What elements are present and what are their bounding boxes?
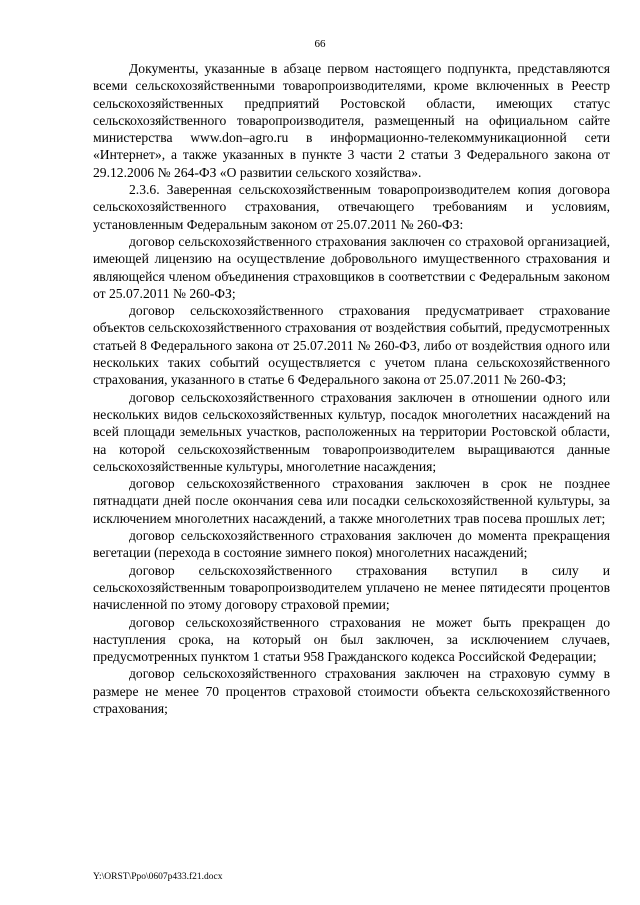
paragraph: договор сельскохозяйственного страхования заключен до момента прекращения вегетации (перехода в состояние зимнего покоя) многолетних насаждений;: [93, 528, 610, 561]
paragraph: договор сельскохозяйственного страхования заключен на страховую сумму в размере не менее 70 процентов страховой стоимости объекта сельскохозяйственного страхования;: [93, 666, 610, 716]
page-number: 66: [314, 38, 326, 50]
paragraph: договор сельскохозяйственного страхования заключен в срок не позднее пятнадцати дней после окончания сева или посадки сельскохозяйственной культуры, за исключением многолетних насаждений, а также многолетних трав посева прошлых лет;: [93, 476, 610, 526]
document-body: [93, 60, 610, 717]
paragraph: Документы, указанные в абзаце первом настоящего подпункта, представляются всеми сельскохозяйственными товаропроизводителями, кроме включенных в Реестр сельскохозяйственных предприятий Ростовской области, имеющих статус сельскохозяйственного товаропроизводителя, размещенный на официальном сайте министерства www.don–agro.ru в информационно-телекоммуникационной сети «Интернет», а также указанных в пункте 3 части 2 статьи 3 Федерального закона от 29.12.2006 № 264-ФЗ «О развитии сельского хозяйства».: [93, 61, 610, 180]
paragraph: договор сельскохозяйственного страхования предусматривает страхование объектов сельскохозяйственного страхования от воздействия событий, предусмотренных статьей 8 Федерального закона от 25.07.2011 № 260-ФЗ, либо от воздействия одного или нескольких таких событий осуществляется с учетом плана сельскохозяйственного страхования, указанного в статье 6 Федерального закона от 25.07.2011 № 260-ФЗ;: [93, 303, 610, 388]
paragraph: 2.3.6. Заверенная сельскохозяйственным товаропроизводителем копия договора сельскохозяйственного страхования, отвечающего требованиям и условиям, установленным Федеральным законом от 25.07.2011 № 260-ФЗ:: [93, 182, 610, 232]
paragraph: договор сельскохозяйственного страхования заключен со страховой организацией, имеющей лицензию на осуществление добровольного имущественного страхования и являющейся членом объединения страховщиков в соответствии с Федеральным законом от 25.07.2011 № 260-ФЗ;: [93, 233, 610, 301]
paragraph: договор сельскохозяйственного страхования вступил в силу и сельскохозяйственным товаропроизводителем уплачено не менее пятидесяти процентов начисленной по этому договору страховой премии;: [93, 562, 610, 613]
paragraph: договор сельскохозяйственного страхования не может быть прекращен до наступления срока, на который он был заключен, за исключением случаев, предусмотренных пунктом 1 статьи 958 Гражданского кодекса Российской Федерации;: [93, 614, 610, 665]
file-path-footer: Y:\ORST\Ppo\0607p433.f21.docx: [93, 872, 223, 882]
paragraph: договор сельскохозяйственного страхования заключен в отношении одного или нескольких видов сельскохозяйственных культур, посадок многолетних насаждений на всей площади земельных участков, расположенных на территории Ростовской области, на которой сельскохозяйственным товаропроизводителем выращиваются данные сельскохозяйственные культуры, многолетние насаждения;: [93, 389, 610, 474]
